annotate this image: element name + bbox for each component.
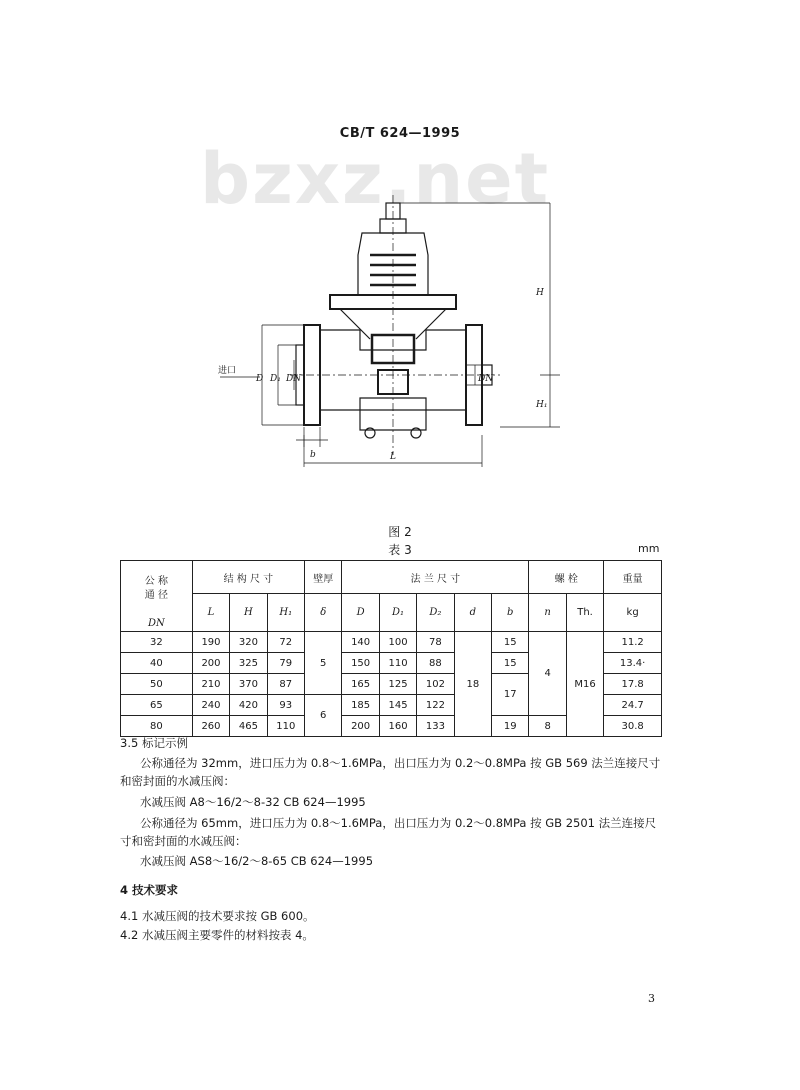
header-H1: H₁: [267, 594, 304, 632]
header-b: b: [492, 594, 529, 632]
cell-dn: 50: [121, 674, 193, 695]
cell-D2: 88: [417, 653, 454, 674]
header-nominal: [121, 561, 193, 632]
cell-kg: 30.8: [604, 716, 662, 737]
cell-D1: 125: [379, 674, 416, 695]
cell-D1: 145: [379, 695, 416, 716]
cell-H1: 87: [267, 674, 304, 695]
cell-th: M16: [566, 632, 603, 737]
cell-dn: 32: [121, 632, 193, 653]
cell-kg: 17.8: [604, 674, 662, 695]
header-H: H: [230, 594, 267, 632]
cell-D2: 122: [417, 695, 454, 716]
cell-D2: 102: [417, 674, 454, 695]
dim-b: [296, 427, 328, 447]
cell-H: 325: [230, 653, 267, 674]
cell-dn: 40: [121, 653, 193, 674]
standard-code: CB/T 624—1995: [339, 126, 461, 141]
section-3-5-heading: 3.5 标记示例: [120, 736, 188, 750]
cell-kg: 11.2: [604, 632, 662, 653]
label-D1: D₁: [270, 374, 281, 384]
paragraph-example-1-cont: 和密封面的水减压阀：: [120, 774, 235, 788]
cell-D: 200: [342, 716, 379, 737]
header-d: d: [454, 594, 491, 632]
cell-H1: 79: [267, 653, 304, 674]
cell-n: 8: [529, 716, 566, 737]
watermark-text: bzxz.net: [200, 138, 551, 220]
cell-D1: 100: [379, 632, 416, 653]
header-bolt: 螺 栓: [529, 561, 604, 594]
cell-H: 320: [230, 632, 267, 653]
cell-H1: 72: [267, 632, 304, 653]
header-th: Th.: [566, 594, 603, 632]
cell-dn: 65: [121, 695, 193, 716]
label-L: L: [390, 452, 396, 462]
cell-D2: 133: [417, 716, 454, 737]
cell-D: 140: [342, 632, 379, 653]
header-dn: DN: [148, 618, 165, 629]
label-H1: H₁: [536, 400, 548, 410]
cell-delta: 5: [305, 632, 342, 695]
paragraph-example-1: 公称通径为 32mm，进口压力为 0.8～1.6MPa，出口压力为 0.2～0.8MPa 按 GB 569 法兰连接尺寸: [140, 756, 661, 770]
marking-example-1: 水减压阀 A8～16/2～8-32 CB 624—1995: [140, 795, 366, 809]
cell-D: 150: [342, 653, 379, 674]
header-flange: 法 兰 尺 寸: [342, 561, 529, 594]
cell-L: 260: [192, 716, 229, 737]
cell-H: 420: [230, 695, 267, 716]
cell-d: 18: [454, 632, 491, 737]
cell-kg: 13.4·: [604, 653, 662, 674]
cell-L: 240: [192, 695, 229, 716]
unit-label: mm: [638, 542, 660, 555]
header-wall: 壁厚: [305, 561, 342, 594]
cell-D: 165: [342, 674, 379, 695]
cell-n: 4: [529, 632, 566, 716]
label-DN-right: DN: [478, 374, 494, 384]
cell-L: 190: [192, 632, 229, 653]
valve-drawing: [200, 195, 590, 495]
page-number: 3: [648, 992, 655, 1005]
table-row: [121, 632, 662, 653]
cell-b: 19: [492, 716, 529, 737]
cell-L: 200: [192, 653, 229, 674]
label-inlet: 进口: [218, 366, 237, 376]
table-header-row: [121, 561, 662, 594]
paragraph-example-2-cont: 寸和密封面的水减压阀：: [120, 834, 247, 848]
label-H: H: [536, 288, 544, 298]
cell-delta: 6: [305, 695, 342, 737]
section-4-heading: 4 技术要求: [120, 883, 179, 897]
figure-caption: 图 2: [388, 525, 412, 539]
marking-example-2: 水减压阀 AS8～16/2～8-65 CB 624—1995: [140, 854, 374, 868]
header-D: D: [342, 594, 379, 632]
cell-D1: 110: [379, 653, 416, 674]
clause-4-2: 4.2 水减压阀主要零件的材料按表 4。: [120, 928, 314, 942]
cell-b: 17: [492, 674, 529, 716]
table-caption: 表 3: [388, 543, 412, 557]
cell-H: 370: [230, 674, 267, 695]
label-DN-left: DN: [286, 374, 302, 384]
header-weight: 重量: [604, 561, 662, 594]
paragraph-example-2: 公称通径为 65mm，进口压力为 0.8～1.6MPa，出口压力为 0.2～0.8MPa 按 GB 2501 法兰连接尺: [140, 816, 657, 830]
header-L: L: [192, 594, 229, 632]
cell-H: 465: [230, 716, 267, 737]
table-subheader-row: [121, 594, 662, 632]
cell-D1: 160: [379, 716, 416, 737]
cell-dn: 80: [121, 716, 193, 737]
cell-H1: 110: [267, 716, 304, 737]
cell-L: 210: [192, 674, 229, 695]
header-delta: δ: [305, 594, 342, 632]
cell-kg: 24.7: [604, 695, 662, 716]
header-D1: D₁: [379, 594, 416, 632]
cell-D: 185: [342, 695, 379, 716]
cell-D2: 78: [417, 632, 454, 653]
header-nominal-text: 公 称 通 径: [144, 576, 168, 601]
cell-b: 15: [492, 632, 529, 653]
header-D2: D₂: [417, 594, 454, 632]
header-kg: kg: [604, 594, 662, 632]
label-D: D: [256, 374, 264, 384]
cell-H1: 93: [267, 695, 304, 716]
header-structure: 结 构 尺 寸: [192, 561, 304, 594]
dim-H1: [500, 375, 560, 427]
spec-table: [120, 560, 662, 737]
label-b: b: [310, 450, 316, 460]
header-n: n: [529, 594, 566, 632]
clause-4-1: 4.1 水减压阀的技术要求按 GB 600。: [120, 909, 315, 923]
cell-b: 15: [492, 653, 529, 674]
